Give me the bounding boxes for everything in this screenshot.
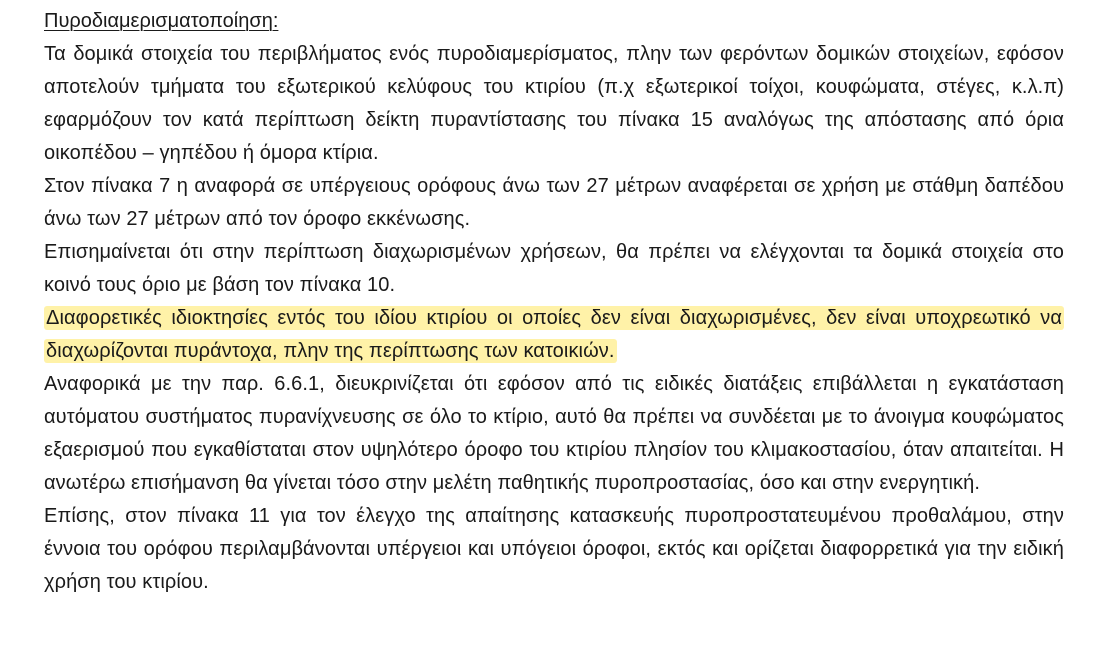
section-heading: Πυροδιαμερισματοποίηση: [44, 10, 279, 32]
paragraph-separated-uses: Επισημαίνεται ότι στην περίπτωση διαχωρισμένων χρήσεων, θα πρέπει να ελέγχονται τα δομικά στοιχεία στο κοινό τους όριο με βάση τον πίνακα 10. [44, 241, 1064, 296]
paragraph-envelope-fire-resistance: Τα δομικά στοιχεία του περιβλήματος ενός πυροδιαμερίσματος, πλην των φερόντων δομικών στοιχείων, εφόσον αποτελούν τμήματα του εξωτερικού κελύφους του κτιρίου (π.χ εξωτερικοί τοίχοι, κουφώματα, στέγες, κ.λ.π) εφαρμόζουν τον κατά περίπτωση δείκτη πυραντίστασης του πίνακα 15 αναλόγως της απόστασης από όρια οικοπέδου – γηπέδου ή όμορα κτίρια. [44, 43, 1064, 164]
paragraph-table-11-note: Επίσης, στον πίνακα 11 για τον έλεγχο της απαίτησης κατασκευής πυροπροστατευμένου προθαλάμου, στην έννοια του ορόφου περιλαμβάνονται υπέργειοι και υπόγειοι όροφοι, εκτός και ορίζεται διαφορρετικά για την ειδική χρήση του κτιρίου. [44, 505, 1064, 593]
paragraph-highlighted-ownership [44, 302, 1064, 368]
document-page [44, 5, 1064, 599]
highlighted-text: Διαφορετικές ιδιοκτησίες εντός του ιδίου κτιρίου οι οποίες δεν είναι διαχωρισμένες, δεν είναι υποχρεωτικό να διαχωρίζονται πυράντοχα, πλην της περίπτωσης των κατοικιών. [46, 307, 1062, 362]
paragraph-table-7-note: Στον πίνακα 7 η αναφορά σε υπέργειους ορόφους άνω των 27 μέτρων αναφέρεται σε χρήση με στάθμη δαπέδου άνω των 27 μέτρων από τον όροφο εκκένωσης. [44, 175, 1064, 230]
paragraph-fire-detection: Αναφορικά με την παρ. 6.6.1, διευκρινίζεται ότι εφόσον από τις ειδικές διατάξεις επιβάλλεται η εγκατάσταση αυτόματου συστήματος πυρανίχνευσης σε όλο το κτίριο, αυτό θα πρέπει να συνδέεται με το άνοιγμα κουφώματος εξαερισμού που εγκαθίσταται στον υψηλότερο όροφο του κτιρίου πλησίον του κλιμακοστασίου, όταν απαιτείται. Η ανωτέρω επισήμανση θα γίνεται τόσο στην μελέτη παθητικής πυροπροστασίας, όσο και στην ενεργητική. [44, 373, 1064, 494]
